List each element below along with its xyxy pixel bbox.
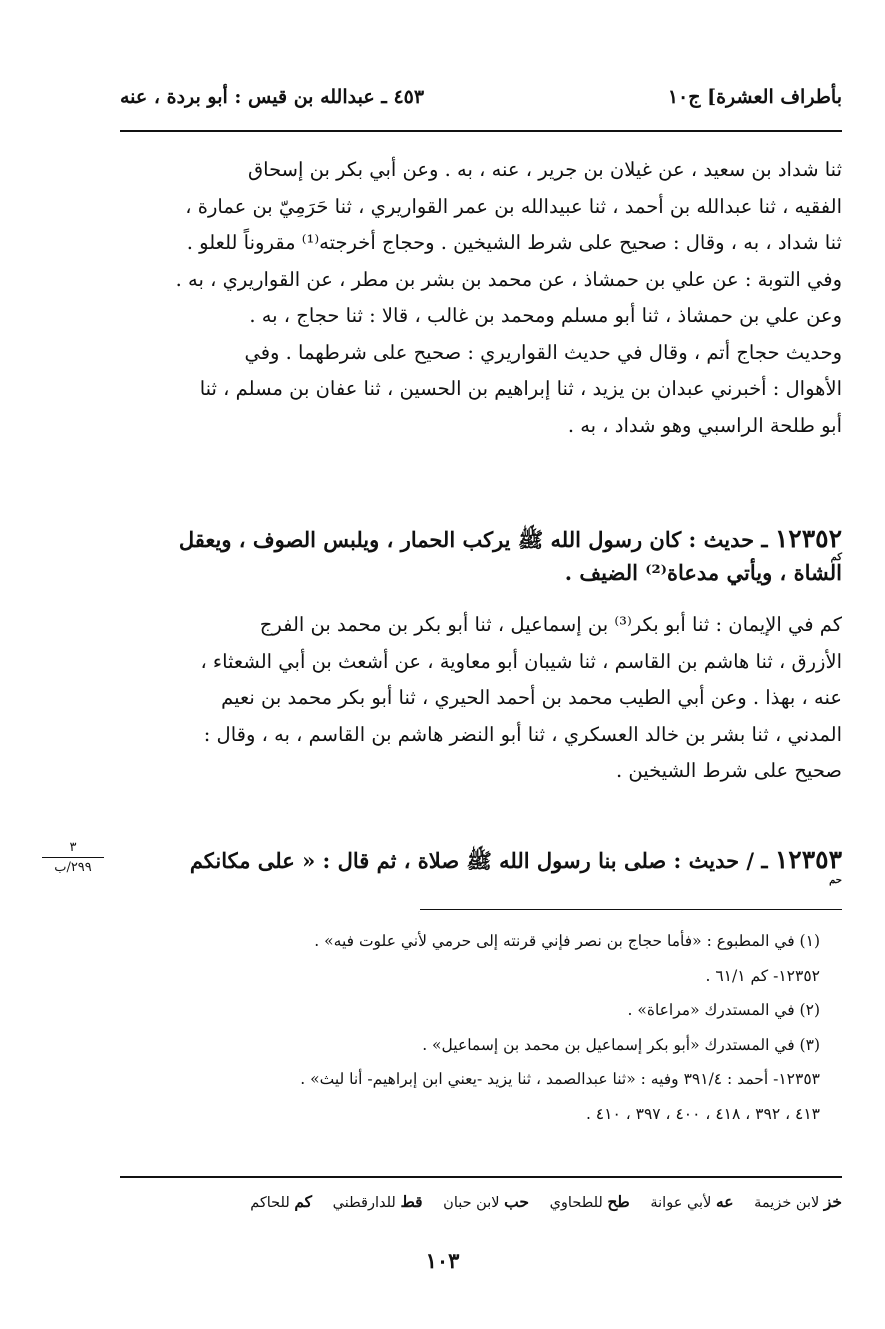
text-line: الأزرق ، ثنا هاشم بن القاسم ، ثنا شيبان أبو معاوية ، عن أشعث بن أبي الشعثاء ، [200,649,842,673]
running-header [120,86,842,116]
abbrev-item: حب لابن حبان [443,1192,529,1211]
text-line: ثنا شداد ، به ، وقال : صحيح على شرط الشيخين . وحجاج أخرجته⁽¹⁾ مقروناً للعلو . [186,231,842,254]
header-chapter: ٤٥٣ ـ عبدالله بن قيس : أبو بردة ، عنه [120,86,425,108]
hadith-number: ١٢٣٥٢ [774,524,842,553]
hadith-text-line: الشاة ، ويأتي مدعاة⁽²⁾ الضيف . [564,560,842,585]
text-line: أبو طلحة الراسبي وهو شداد ، به . [567,413,842,437]
text-line: المدني ، ثنا بشر بن خالد العسكري ، ثنا أبو النضر هاشم بن القاسم ، به ، وقال : [203,722,842,746]
hadith-number: ١٢٣٥٣ [774,845,842,874]
abbrev-item: خز لابن خزيمة [754,1192,842,1211]
footnote: ١٢٣٥٢- كم ٦١/١ . [705,966,820,985]
footnote: (٣) في المستدرك «أبو بكر إسماعيل بن محمد بن إسماعيل» . [422,1035,820,1054]
paragraph-1 [120,152,842,444]
folio-ref: ٢٩٩/ب [54,860,92,875]
paragraph-2 [120,607,842,790]
abbrev-item: كم للحاكم [250,1192,313,1211]
text-line: صحيح على شرط الشيخين . [615,759,842,782]
text-line: وحديث حجاج أتم ، وقال في حديث القواريري : صحيح على شرطهما . وفي [244,340,842,364]
hadith-text: ـ / حديث : صلى بنا رسول الله ﷺ صلاة ، ثم قال : « على مكانكم [189,848,768,873]
text-line: ثنا شداد بن سعيد ، عن غيلان بن جرير ، عنه ، به . وعن أبي بكر بن إسحاق [248,158,842,181]
footnote: (٢) في المستدرك «مراعاة» . [627,1001,820,1019]
page-number: ١٠٣ [425,1248,460,1273]
hadith-text: ـ حديث : كان رسول الله ﷺ يركب الحمار ، ويلبس الصوف ، ويعقل [178,527,768,552]
hadith-siglum: حم [829,875,842,886]
folio-rule [42,857,104,858]
text-line: عنه ، بهذا . وعن أبي الطيب محمد بن أحمد الحيري ، ثنا أبو بكر محمد بن نعيم [221,686,842,709]
header-rule [120,130,842,132]
text-line: الأهوال : أخبرني عبدان بن يزيد ، ثنا إبراهيم بن الحسين ، ثنا عفان بن مسلم ، ثنا [199,377,842,400]
footnote: (١) في المطبوع : «فأما حجاج بن نصر فإني قرنته إلى حرمي لأني علوت فيه» . [314,932,820,950]
hadith-siglum: كم [830,552,842,563]
text-line: الفقيه ، ثنا عبدالله بن أحمد ، ثنا عبيدالله بن عمر القواريري ، ثنا حَرَمِيّ بن عمارة ، [185,194,842,218]
hadith-12352 [120,522,842,590]
footnotes [120,924,820,1131]
text-line: وفي التوبة : عن علي بن حمشاذ ، عن محمد بن بشر بن مطر ، عن القواريري ، به . [175,267,842,291]
abbreviation-key [120,1192,842,1211]
manuscript-folio-note [30,840,116,875]
abbreviation-rule [120,1176,842,1178]
header-volume: بأطراف العشرة] ج١٠ [667,86,842,108]
abbrev-item: قط للدارقطني [332,1192,423,1211]
footnote: ٤١٣ ، ٣٩٢ ، ٤١٨ ، ٤٠٠ ، ٣٩٧ ، ٤١٠ . [585,1104,820,1123]
footnote: ١٢٣٥٣- أحمد : ٣٩١/٤ وفيه : «ثنا عبدالصمد ، ثنا يزيد -يعني ابن إبراهيم- أنا ليث» . [300,1070,820,1088]
folio-line: ٣ [69,840,77,855]
hadith-12353 [120,843,842,877]
footnote-rule [420,909,842,910]
abbrev-item: عه لأبي عوانة [650,1192,734,1211]
abbrev-item: طح للطحاوي [549,1192,630,1211]
text-line: وعن علي بن حمشاذ ، ثنا أبو مسلم ومحمد بن غالب ، قالا : ثنا حجاج ، به . [249,304,842,327]
text-line: كم في الإيمان : ثنا أبو بكر⁽³⁾ بن إسماعيل ، ثنا أبو بكر بن محمد بن الفرج [259,613,842,636]
hadith-heading-line [120,522,842,556]
hadith-heading-line [120,843,842,877]
